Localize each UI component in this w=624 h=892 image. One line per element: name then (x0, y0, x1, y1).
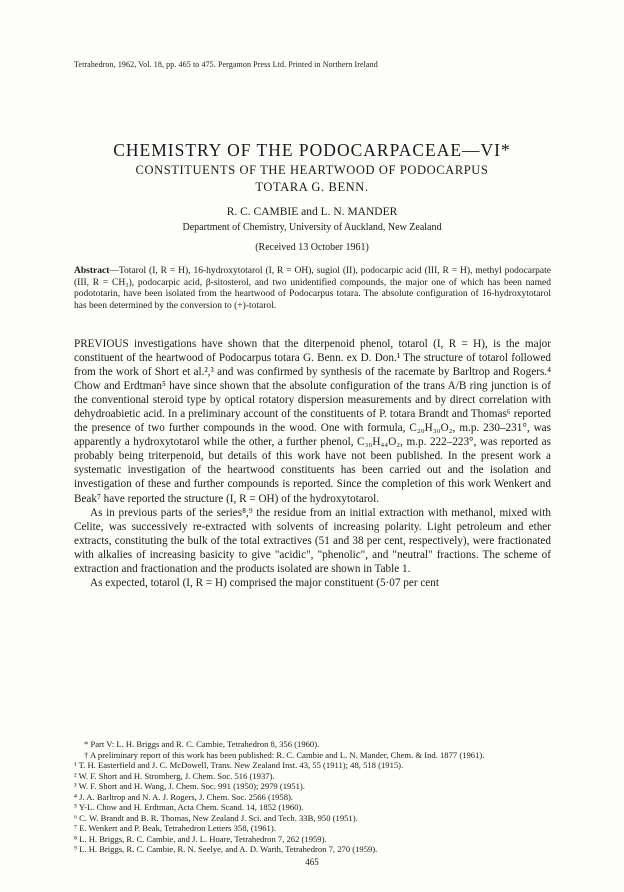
abstract-text: —Totarol (I, R = H), 16-hydroxytotarol (I, R = OH), sugiol (II), podocarpic acid (III, R = H), methyl podocarpate (III, R = CH₃), podocarpic acid, β-sitosterol, and two unidentified compounds, the major one of which has been named podototarin, have been isolated from the heartwood of Podocarpus totara. The absolute configuration of 16-hydroxytotarol has been determined by the conversion to (+)-totarol. (74, 266, 551, 311)
abstract (74, 266, 551, 312)
authors: R. C. CAMBIE and L. N. MANDER (226, 206, 398, 218)
page-number: 465 (305, 857, 319, 867)
received-date: (Received 13 October 1961) (255, 242, 369, 253)
paragraph-2: As in previous parts of the series⁸,⁹ the residue from an initial extraction with methanol, mixed with Celite, was successively re-extracted with solvents of increasing polarity. Light petroleum and ether extracts, constituting the bulk of the total extractives (51 and 38 per cent, respectively), were fractionated with alkalies of increasing basicity to give "acidic", "phenolic", and "neutral" fractions. The scheme of extraction and fractionation and the products isolated are shown in Table 1. (74, 506, 551, 575)
reference: ³ W. F. Short and H. Wang, J. Chem. Soc. 991 (1950); 2979 (1951). (74, 781, 305, 791)
footnotes (74, 739, 551, 855)
reference: ² W. F. Short and H. Stromberg, J. Chem. Soc. 516 (1937). (74, 770, 275, 781)
footnote: * Part V: L. H. Briggs and R. C. Cambie, Tetrahedron 8, 356 (1960). (84, 739, 320, 749)
reference: ⁸ L. H. Briggs, R. C. Cambie, and J. L. Hoare, Tetrahedron 7, 262 (1959). (74, 833, 327, 844)
reference: ¹ T. H. Easterfield and J. C. McDowell, Trans. New Zealand Inst. 43, 55 (1911); 48, 518 (1915). (74, 760, 404, 770)
footnote: † A preliminary report of this work has been published: R. C. Cambie and L. N. Mander, Chem. & Ind. 1877 (1961). (84, 749, 485, 760)
article-title: CHEMISTRY OF THE PODOCARPACEAE—VI* (113, 140, 511, 160)
affiliation: Department of Chemistry, University of Auckland, New Zealand (182, 222, 442, 233)
running-head: Tetrahedron, 1962, Vol. 18, pp. 465 to 475. Pergamon Press Ltd. Printed in Northern Ireland (74, 60, 378, 69)
reference: ⁵ Y-L. Chow and H. Erdtman, Acta Chem. Scand. 14, 1852 (1960). (74, 802, 304, 812)
paragraph-3: As expected, totarol (I, R = H) comprised the major constituent (5·07 per cent (90, 576, 439, 589)
reference: ⁶ C. W. Brandt and B. R. Thomas, New Zealand J. Sci. and Tech. 33B, 950 (1951). (74, 812, 358, 823)
abstract-label: Abstract (74, 266, 110, 276)
reference: ⁹ L. H. Briggs, R. C. Cambie, R. N. Seelye, and A. D. Warth, Tetrahedron 7, 270 (1959). (74, 844, 378, 854)
article-subtitle: CONSTITUENTS OF THE HEARTWOOD OF PODOCARPUS TOTARA G. BENN. (135, 163, 489, 194)
reference: ⁷ E. Wenkert and P. Beak, Tetrahedron Letters 358, (1961). (74, 823, 276, 833)
reference: ⁴ J. A. Barltrop and N. A. J. Rogers, J. Chem. Soc. 2566 (1958). (74, 791, 294, 802)
body-text (74, 337, 551, 590)
paragraph-1: PREVIOUS investigations have shown that the diterpenoid phenol, totarol (I, R = H), is the major constituent of the heartwood of Podocarpus totara G. Benn. ex D. Don.¹ The structure of totarol followed from the work of Short et al.²,³ and was confirmed by synthesis of the racemate by Barltrop and Rogers.⁴ Chow and Erdtman⁵ have since shown that the absolute configuration of the trans A/B ring junction is of the conventional steroid type by optical rotatory dispersion measurements and by direct correlation with dehydroabietic acid. In a preliminary account of the constituents of P. totara Brandt and Thomas⁶ reported the presence of two further compounds in the wood. One with formula, C₂₀H₃₀O₂, m.p. 230–231°, was apparently a hydroxytotarol while the other, a further phenol, C₃₀H₄₄O₂, m.p. 222–223°, was reported as probably being triterpenoid, but details of this work have not been published. In the present work a systematic investigation of the heartwood constituents has been carried out and the isolation and investigation of these and further compounds is reported. Since the completion of this work Wenkert and Beak⁷ have reported the structure (I, R = OH) of the hydroxytotarol. (74, 338, 551, 505)
